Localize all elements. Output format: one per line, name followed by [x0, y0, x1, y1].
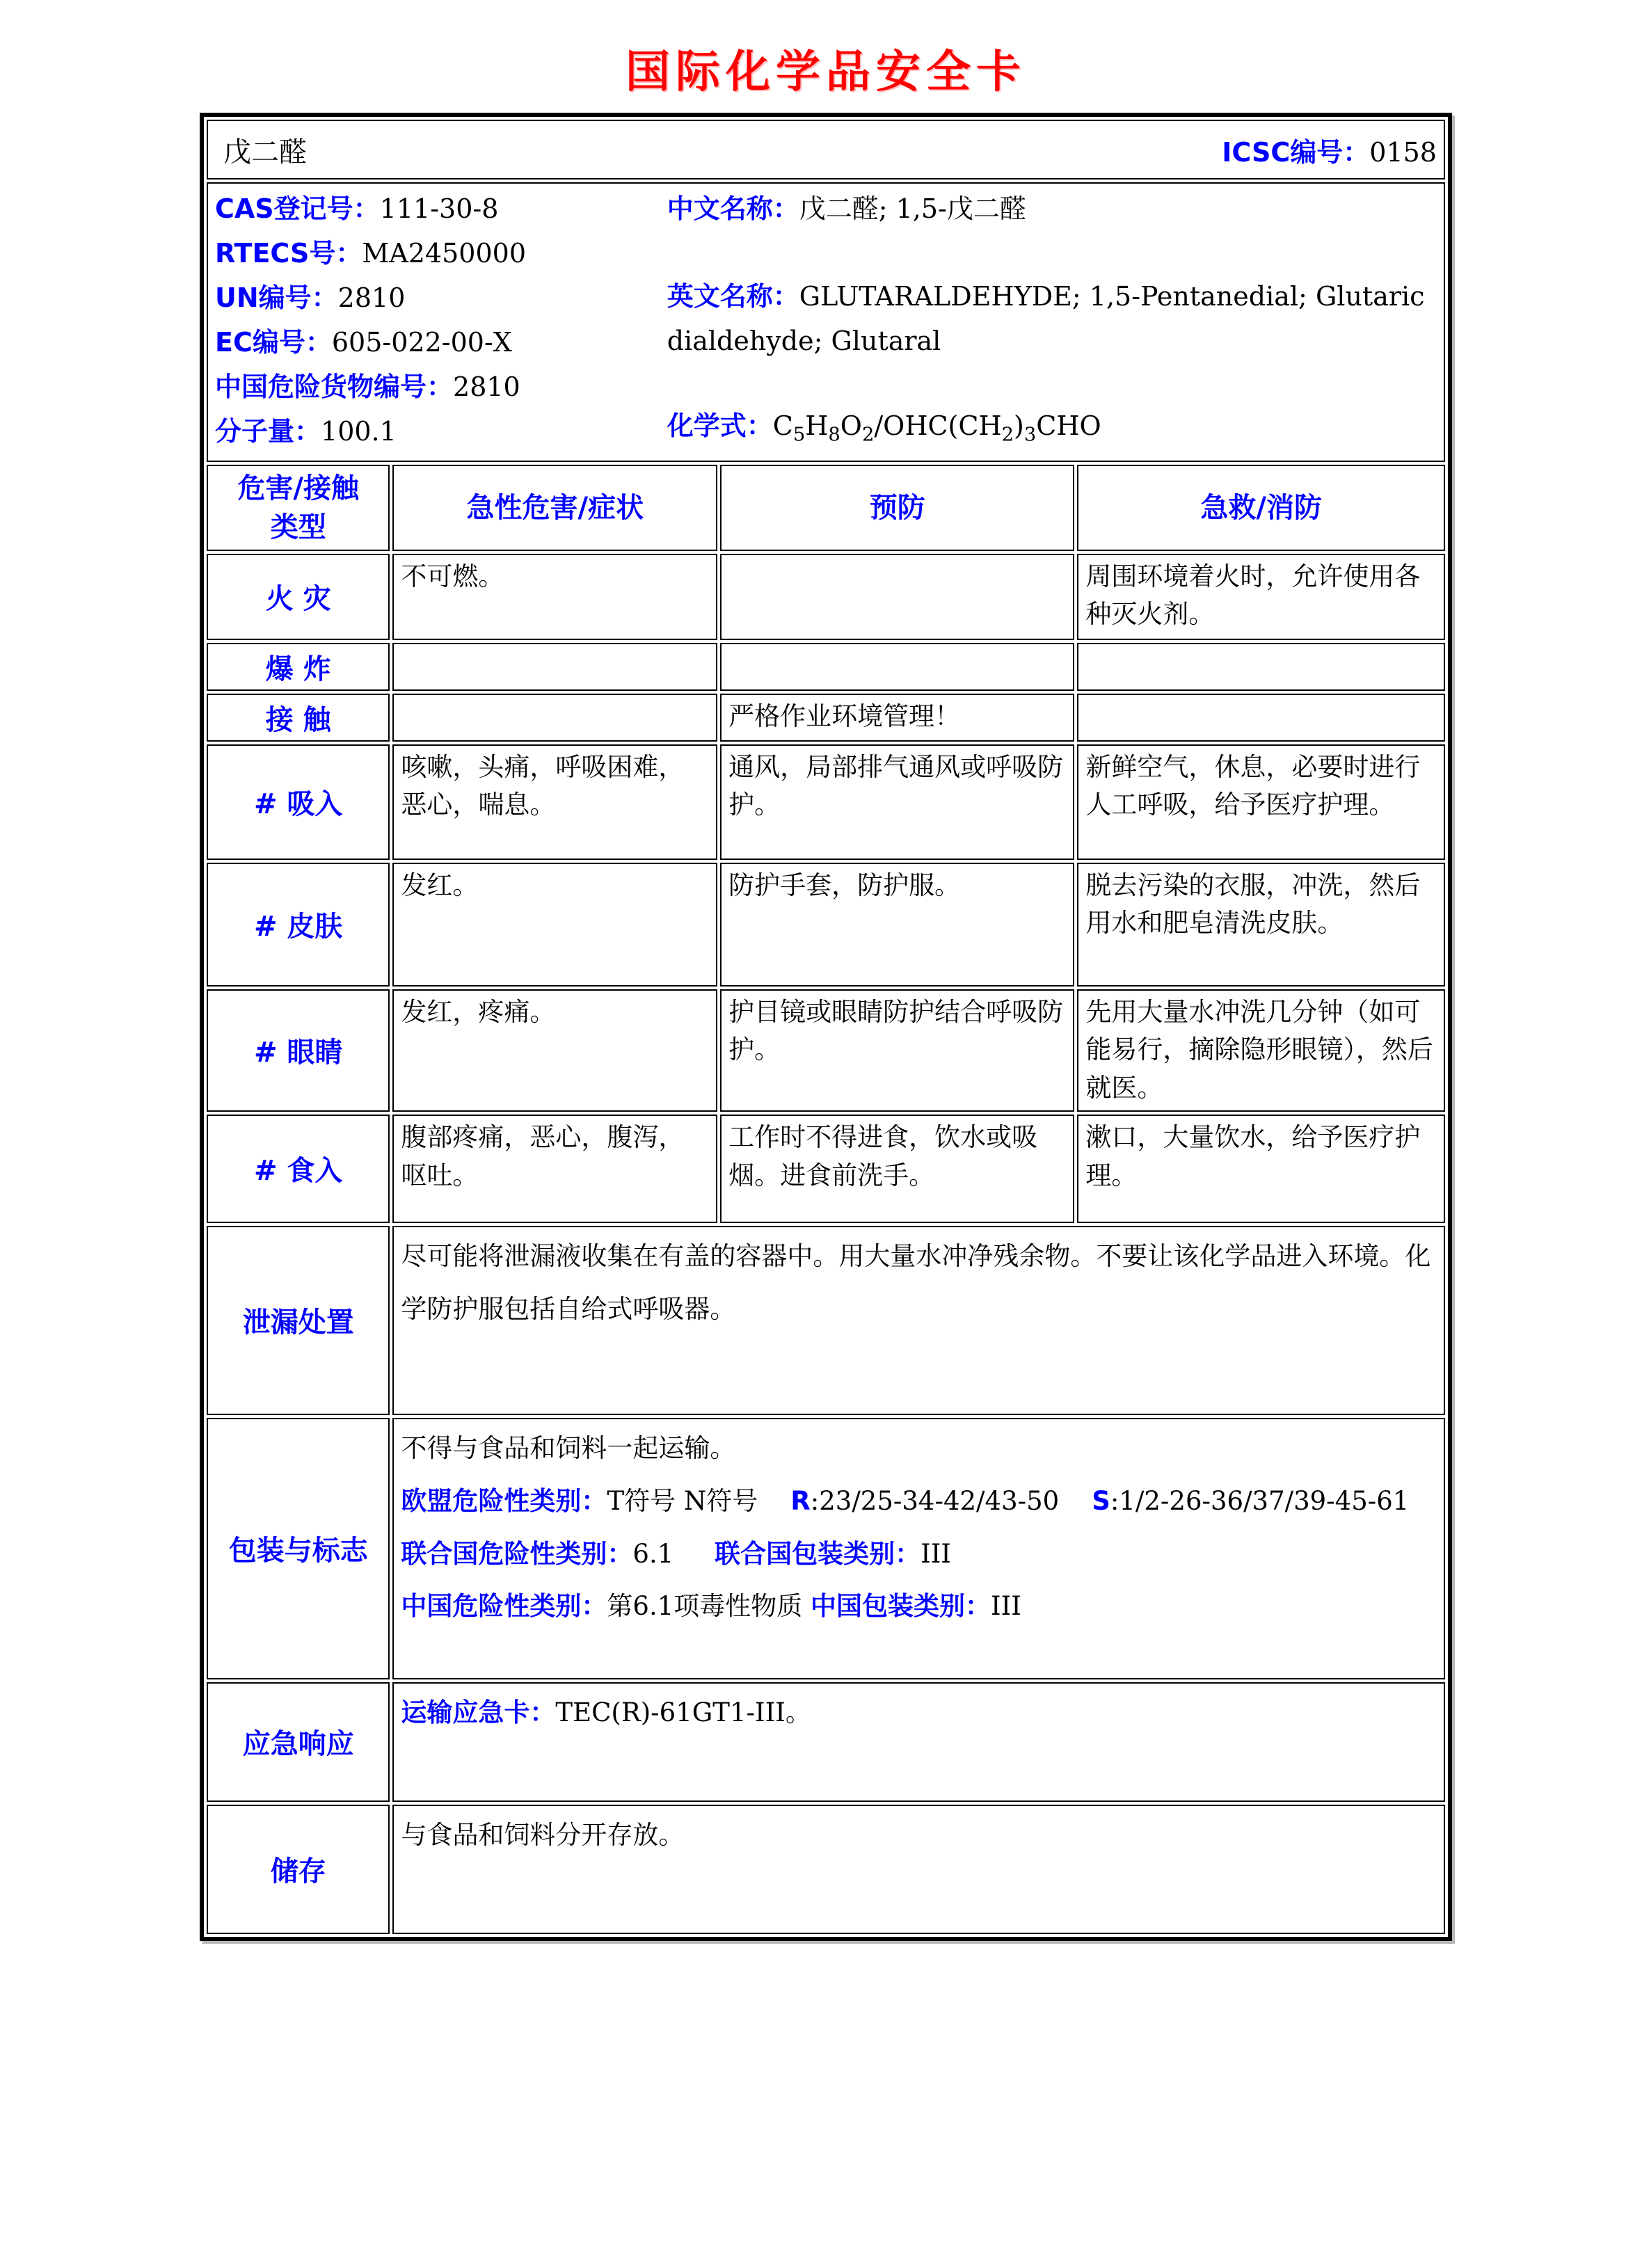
identifiers-cell [207, 182, 1445, 462]
inhalation-first-aid: 新鲜空气，休息，必要时进行人工呼吸，给予医疗护理。 [1077, 744, 1445, 860]
eyes-row [207, 989, 1445, 1112]
ingestion-label: # 食入 [207, 1115, 390, 1223]
icsc-number-value: 0158 [1369, 136, 1437, 168]
substance-name: 戊二醛 [223, 136, 307, 168]
spill-disposal-label: 泄漏处置 [207, 1226, 390, 1415]
eyes-prevention: 护目镜或眼睛防护结合呼吸防护。 [720, 989, 1074, 1112]
eyes-label: # 眼睛 [207, 989, 390, 1112]
explosion-label: 爆 炸 [207, 643, 390, 691]
ingestion-row [207, 1115, 1445, 1223]
header-prevention: 预防 [720, 465, 1074, 551]
ingestion-first-aid: 漱口，大量饮水，给予医疗护理。 [1077, 1115, 1445, 1223]
eyes-symptoms: 发红，疼痛。 [392, 989, 717, 1112]
skin-symptoms: 发红。 [392, 863, 717, 987]
skin-prevention: 防护手套，防护服。 [720, 863, 1074, 987]
exposure-label: 接 触 [207, 694, 390, 742]
ingestion-prevention: 工作时不得进食，饮水或吸烟。进食前洗手。 [720, 1115, 1074, 1223]
chemical-formula-value: $C_5H_8O_2/OHC(CH_2)_3CHO$ [772, 410, 1101, 446]
skin-row [207, 863, 1445, 987]
ec-number-line: EC编号：605-022-00-X [215, 327, 512, 358]
header-first-aid: 急救/消防 [1077, 465, 1445, 551]
eyes-first-aid: 先用大量水冲洗几分钟（如可能易行，摘除隐形眼镜），然后就医。 [1077, 989, 1445, 1112]
identifier-list [215, 186, 667, 458]
storage-text: 与食品和饲料分开存放。 [392, 1805, 1445, 1934]
substance-header-row [207, 120, 1445, 179]
chinese-name-line: 中文名称：戊二醛; 1,5-戊二醛 [667, 193, 1026, 224]
substance-header-cell [207, 120, 1445, 179]
explosion-row [207, 643, 1445, 691]
rtecs-number-line: RTECS号：MA2450000 [215, 238, 526, 269]
skin-label: # 皮肤 [207, 863, 390, 987]
explosion-symptoms [392, 643, 717, 691]
emergency-response-text: 运输应急卡：TEC(R)-61GT1-III。 [392, 1682, 1445, 1802]
inhalation-row [207, 744, 1445, 860]
fire-row [207, 554, 1445, 640]
column-header-row [207, 465, 1445, 551]
header-hazard-type: 危害/接触 类型 [207, 465, 390, 551]
storage-row [207, 1805, 1445, 1934]
icsc-number-label: ICSC编号： [1222, 136, 1370, 168]
china-dg-number-line: 中国危险货物编号：2810 [215, 372, 520, 402]
spill-disposal-text: 尽可能将泄漏液收集在有盖的容器中。用大量水冲净残余物。不要让该化学品进入环境。化学防护服包括自给式呼吸器。 [392, 1226, 1445, 1415]
fire-symptoms: 不可燃。 [392, 554, 717, 640]
header-symptoms: 急性危害/症状 [392, 465, 717, 551]
explosion-prevention [720, 643, 1074, 691]
fire-prevention [720, 554, 1074, 640]
molecular-weight-line: 分子量：100.1 [215, 416, 397, 447]
inhalation-prevention: 通风，局部排气通风或呼吸防护。 [720, 744, 1074, 860]
name-and-formula-block [667, 186, 1437, 458]
inhalation-symptoms: 咳嗽，头痛，呼吸困难，恶心，喘息。 [392, 744, 717, 860]
skin-first-aid: 脱去污染的衣服，冲洗，然后用水和肥皂清洗皮肤。 [1077, 863, 1445, 987]
packaging-labelling-text: 不得与食品和饲料一起运输。 欧盟危险性类别：T符号 N符号 R:23/25-34-42/43-50 S:1/2-26-36/37/39-45-61 联合国危险性类别：6.1 联合国包装类别：III 中国危险性类别：第6.1项毒性物质 中国包装类别：III [392, 1418, 1445, 1679]
explosion-first-aid [1077, 643, 1445, 691]
fire-first-aid: 周围环境着火时，允许使用各种灭火剂。 [1077, 554, 1445, 640]
icsc-table [200, 113, 1452, 1941]
storage-label: 储存 [207, 1805, 390, 1934]
emergency-response-row [207, 1682, 1445, 1802]
fire-label: 火 灾 [207, 554, 390, 640]
exposure-symptoms [392, 694, 717, 742]
ingestion-symptoms: 腹部疼痛，恶心，腹泻，呕吐。 [392, 1115, 717, 1223]
exposure-prevention: 严格作业环境管理！ [720, 694, 1074, 742]
chemical-formula-line: 化学式：$C_5H_8O_2/OHC(CH_2)_3CHO$ [667, 410, 1101, 446]
emergency-response-label: 应急响应 [207, 1682, 390, 1802]
packaging-labelling-label: 包装与标志 [207, 1418, 390, 1679]
packaging-labelling-row [207, 1418, 1445, 1679]
cas-number-line: CAS登记号：111-30-8 [215, 193, 499, 224]
icsc-number-group [1222, 131, 1437, 169]
exposure-row [207, 694, 1445, 742]
exposure-first-aid [1077, 694, 1445, 742]
english-name-line: 英文名称：GLUTARALDEHYDE; 1,5-Pentanedial; Glutaric dialdehyde; Glutaral [667, 281, 1425, 356]
identifiers-row [207, 182, 1445, 462]
un-number-line: UN编号：2810 [215, 282, 406, 313]
spill-disposal-row [207, 1226, 1445, 1415]
inhalation-label: # 吸入 [207, 744, 390, 860]
icsc-card-page [200, 36, 1452, 1941]
page-title: 国际化学品安全卡 [625, 46, 1026, 98]
